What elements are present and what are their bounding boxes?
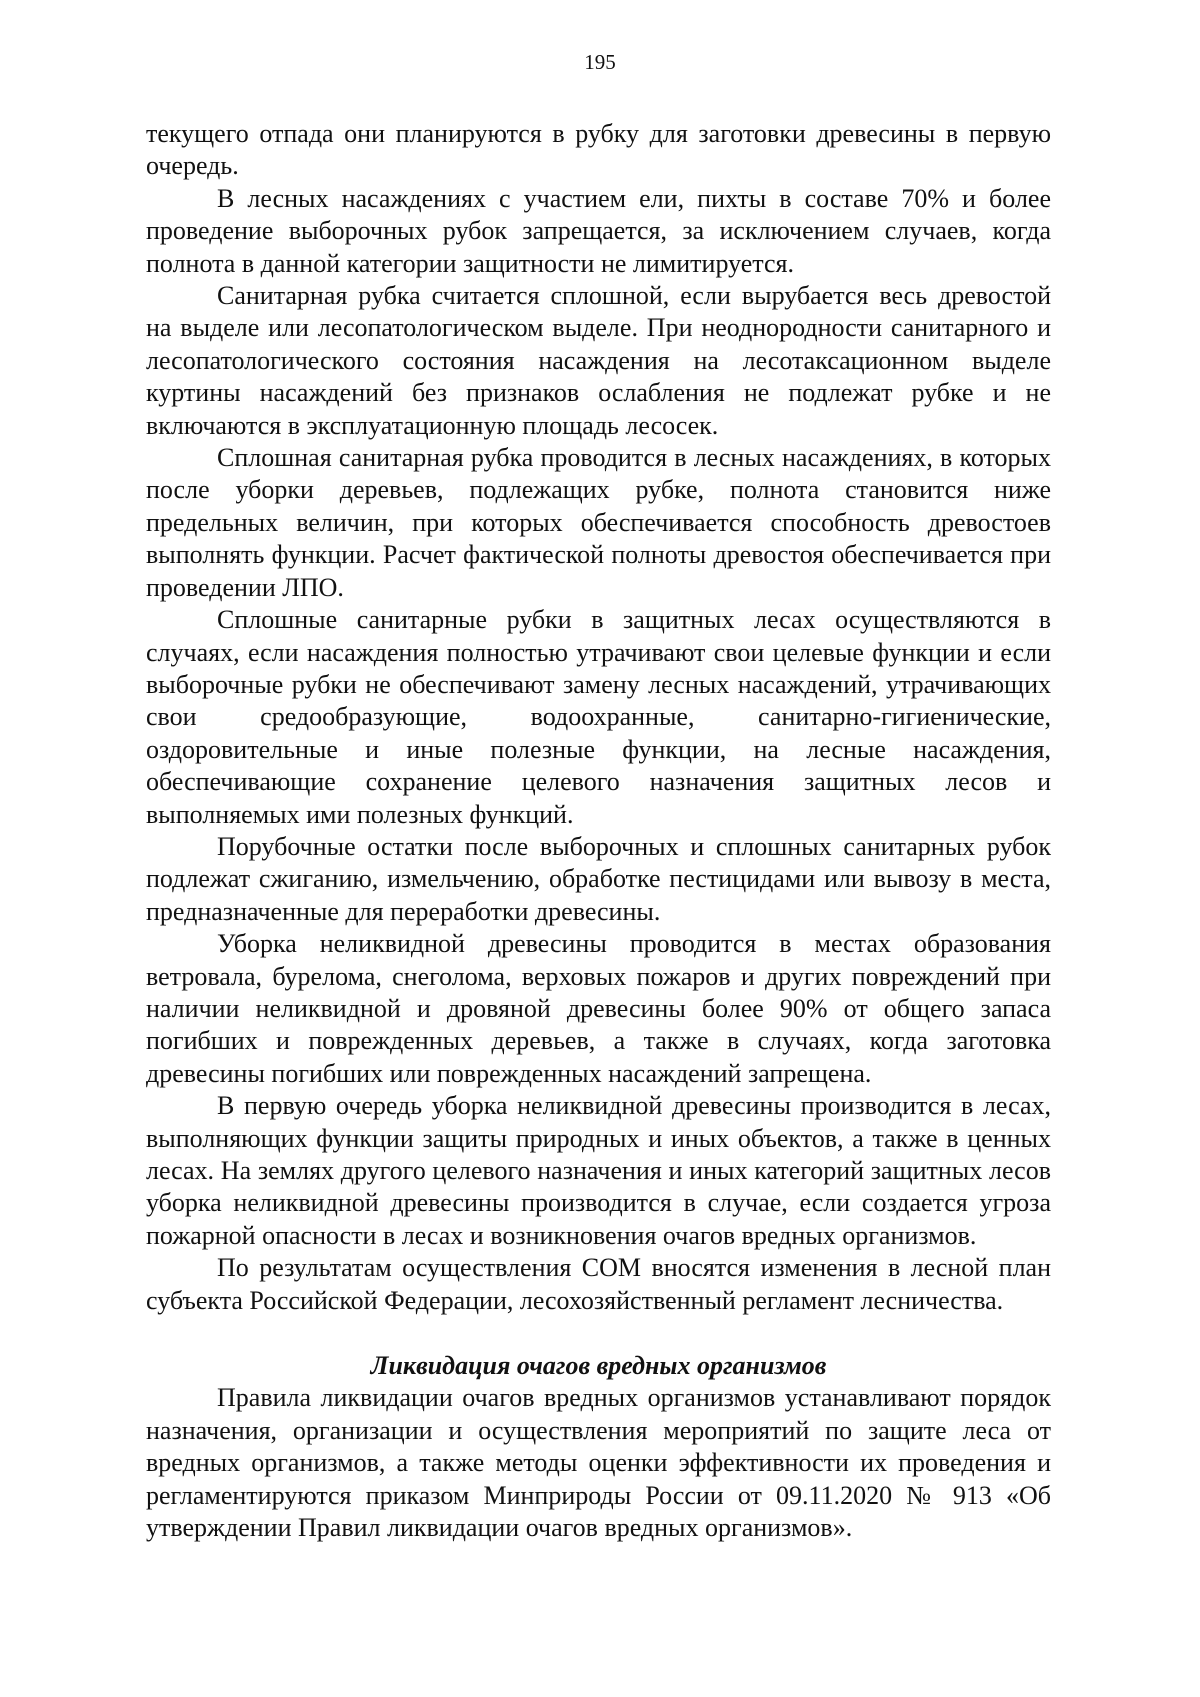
paragraph: Порубочные остатки после выборочных и сплошных санитарных рубок подлежат сжиганию, измельчению, обработке пестицидами или вывозу в места, предназначенные для переработки древесины. xyxy=(146,831,1051,926)
page-number: 195 xyxy=(584,50,616,74)
paragraph: Правила ликвидации очагов вредных организмов устанавливают порядок назначения, организации и осуществления мероприятий по защите леса от вредных организмов, а также методы оценки эффективности их проведения и регламентируются приказом Минприроды России от 09.11.2020 № 913 «Об утверждении Правил ликвидации очагов вредных организмов». xyxy=(146,1383,1051,1543)
paragraph: В лесных насаждениях с участием ели, пихты в составе 70% и более проведение выборочных рубок запрещается, за исключением случаев, когда полнота в данной категории защитности не лимитируется. xyxy=(146,183,1051,278)
paragraph: Уборка неликвидной древесины проводится в местах образования ветровала, бурелома, снеголома, верховых пожаров и других повреждений при наличии неликвидной и дровяной древесины более 90% от общего запаса погибших и поврежденных деревьев, а также в случаях, когда заготовка древесины погибших или поврежденных насаждений запрещена. xyxy=(146,929,1051,1088)
paragraph: текущего отпада они планируются в рубку для заготовки древесины в первую очередь. xyxy=(146,119,1051,181)
paragraph: Сплошные санитарные рубки в защитных лесах осуществляются в случаях, если насаждения полностью утрачивают свои целевые функции и если выборочные рубки не обеспечивают замену лесных насаждений, утрачивающих свои средообразующие, водоохранные, санитарно-гигиенические, оздоровительные и иные полезные функции, на лесные насаждения, обеспечивающие сохранение целевого назначения защитных лесов и выполняемых ими полезных функций. xyxy=(146,605,1051,829)
document-body xyxy=(146,118,1051,1544)
paragraph: По результатам осуществления СОМ вносятся изменения в лесной план субъекта Российской Федерации, лесохозяйственный регламент лесничества. xyxy=(146,1253,1051,1315)
paragraph: Сплошная санитарная рубка проводится в лесных насаждениях, в которых после уборки деревьев, подлежащих рубке, полнота становится ниже предельных величин, при которых обеспечивается способность древостоев выполнять функции. Расчет фактической полноты древостоя обеспечивается при проведении ЛПО. xyxy=(146,443,1051,602)
section-heading: Ликвидация очагов вредных организмов xyxy=(370,1351,827,1381)
paragraph: В первую очередь уборка неликвидной древесины производится в лесах, выполняющих функции защиты природных и иных объектов, а также в ценных лесах. На землях другого целевого назначения и иных категорий защитных лесов уборка неликвидной древесины производится в случае, если создается угроза пожарной опасности в лесах и возникновения очагов вредных организмов. xyxy=(146,1091,1051,1250)
paragraph: Санитарная рубка считается сплошной, если вырубается весь древостой на выделе или лесопатологическом выделе. При неоднородности санитарного и лесопатологического состояния насаждения на лесотаксационном выделе куртины насаждений без признаков ослабления не подлежат рубке и не включаются в эксплуатационную площадь лесосек. xyxy=(146,281,1051,440)
